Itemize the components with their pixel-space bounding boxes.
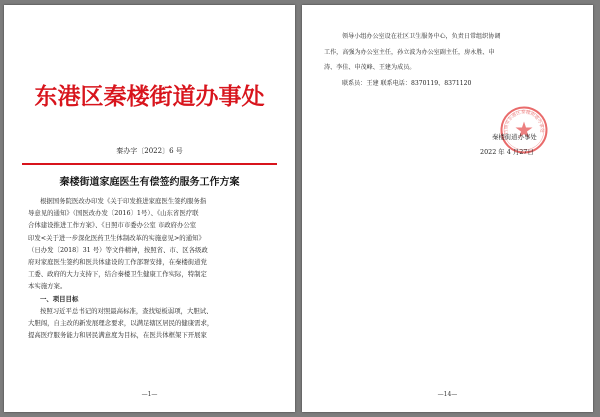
red-divider-line	[22, 163, 277, 165]
body-line: 提高医疗服务能力和居民满意度为目标，在医共体框架下开展家	[28, 331, 207, 340]
page-number: —1—	[141, 391, 158, 398]
stamp-text: 日照市东港区秦楼街道办事处	[504, 110, 544, 135]
section-heading: 一、项目目标	[40, 294, 79, 303]
body-line: 合体建设推进工作方案》、《日照市市委办公室 市政府办公室	[28, 221, 197, 230]
document-page-right	[302, 5, 593, 412]
document-number: 秦办字〔2022〕6 号	[116, 147, 183, 155]
document-page-left	[4, 5, 295, 412]
body-line: 本实施方案。	[28, 282, 67, 291]
body-line: 工委、政府的大力支持下，结合秦楼卫生健康工作实际，特制定	[28, 270, 207, 279]
document-title: 秦楼街道家庭医生有偿签约服务工作方案	[59, 177, 240, 188]
contact-line: 联系员：王建 联系电话：8370119、8371120	[342, 79, 472, 87]
intro-section	[28, 195, 272, 341]
body-line: 根据国务院医改办印发《关于印发推进家庭医生签约服务指	[40, 197, 207, 205]
body-line: 印发<关于进一步深化医药卫生体制改革的实施意见>的通知》	[28, 233, 205, 242]
body-line: 工作，高强为办公室主任，孙立波为办公室副主任，房永胜、申	[324, 48, 495, 56]
body-line: 涛、李佳、申茂峰、王建为成员。	[324, 64, 416, 71]
body-line: 导意见的通知》（国医改办发〔2016〕1号）、《山东省医疗联	[28, 209, 199, 218]
signature-org: 秦楼街道办事处	[492, 133, 537, 141]
page-number: —14—	[437, 391, 458, 398]
body-line: （日办发〔2018〕31 号）等文件精神，按照省、市、区各级政	[28, 245, 208, 254]
body-line: 领导小组办公室设在社区卫生服务中心，负责日常组织协调	[342, 33, 501, 40]
body-line: 大胆闯，自主改的新发展理念要求，以满足辖区居民的健康需求，	[28, 319, 214, 328]
body-line: 按照习近平总书记的对照最高标准，查找短板弱项，大胆试、	[40, 306, 213, 315]
signature-date: 2022 年 4 月27日	[480, 148, 534, 156]
leadership-group-section	[324, 29, 574, 91]
body-line: 府对家庭医生签约和医共体建设的工作部署安排，在秦楼街道党	[28, 258, 207, 267]
issuing-authority-header: 东港区秦楼街道办事处	[34, 84, 265, 110]
